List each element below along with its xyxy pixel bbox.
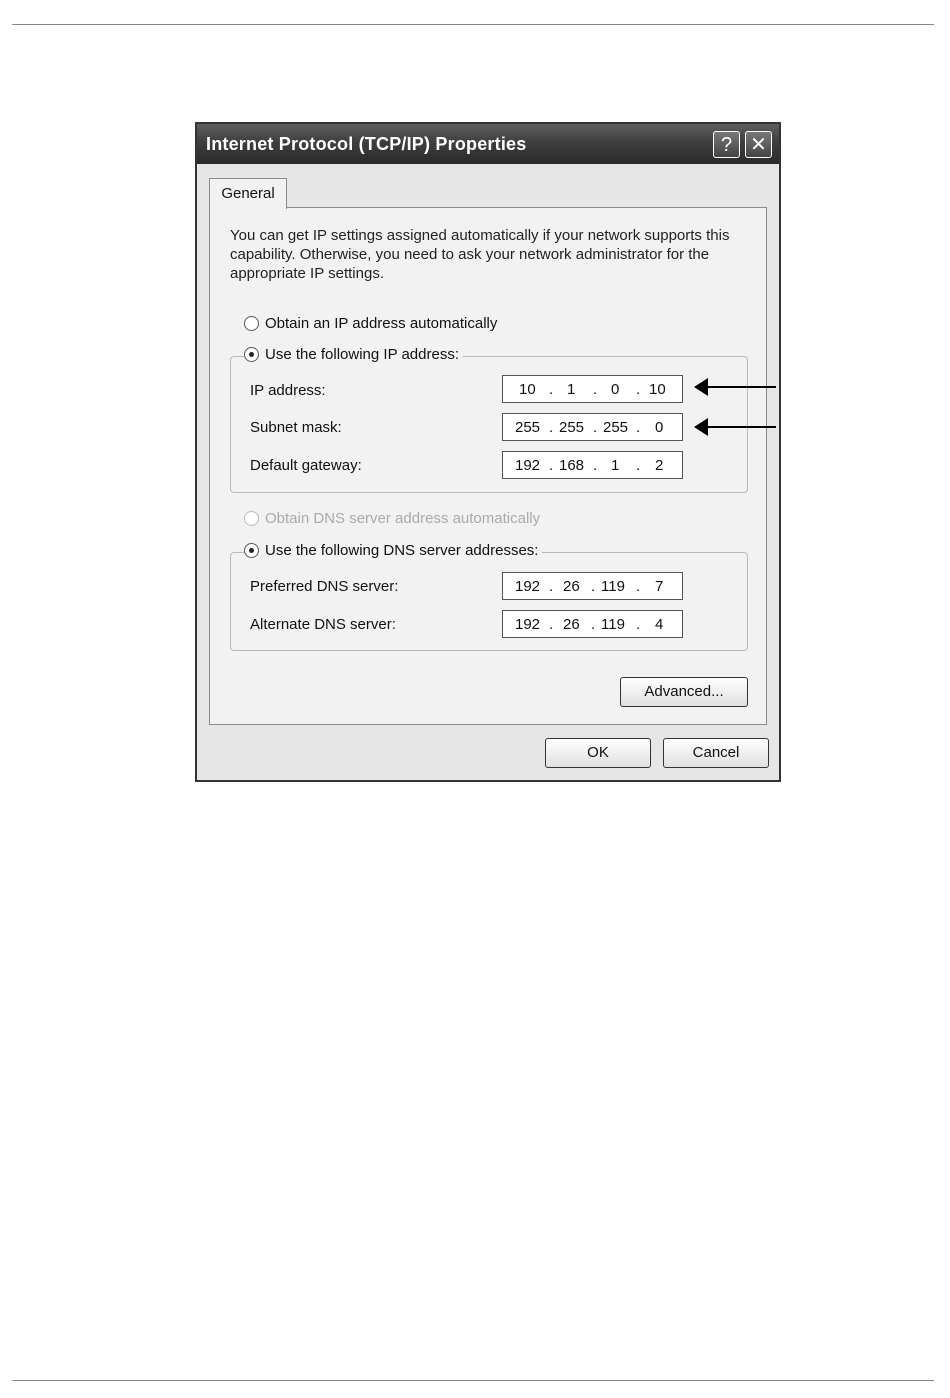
page-top-rule: [12, 24, 934, 25]
octet: 0: [655, 419, 664, 436]
octet: 26: [563, 616, 580, 633]
octet-separator: .: [593, 457, 598, 474]
octet-separator: .: [591, 616, 596, 633]
radio-obtain-dns-auto-label: Obtain DNS server address automatically: [265, 510, 541, 527]
octet: 2: [655, 457, 664, 474]
radio-use-ip[interactable]: [244, 346, 463, 363]
subnet-mask-input[interactable]: [502, 413, 683, 441]
radio-disabled-icon: [244, 511, 259, 526]
octet: 255: [603, 419, 629, 436]
radio-unchecked-icon: [244, 316, 259, 331]
page-bottom-rule: [12, 1380, 934, 1381]
octet-separator: .: [591, 578, 596, 595]
close-icon: ✕: [750, 134, 767, 156]
close-button[interactable]: [745, 131, 772, 158]
octet: 1: [611, 457, 620, 474]
arrow-pointing-subnet-mask: [706, 426, 776, 428]
intro-text: You can get IP settings assigned automatically if your network supports this capability. Otherwise, you need to ask your network administrator for the appropriate IP settings.: [230, 227, 730, 282]
octet-separator: .: [549, 381, 554, 398]
octet: 1: [567, 381, 576, 398]
subnet-mask-label: Subnet mask:: [250, 419, 342, 436]
ip-address-label: IP address:: [250, 382, 326, 399]
octet: 10: [519, 381, 536, 398]
tcpip-properties-dialog: [195, 122, 781, 782]
octet: 255: [515, 419, 541, 436]
octet: 119: [601, 578, 625, 595]
octet-separator: .: [636, 578, 641, 595]
title-bar[interactable]: [197, 124, 779, 164]
octet: 119: [601, 616, 625, 633]
radio-obtain-ip-auto[interactable]: [244, 315, 501, 332]
advanced-button[interactable]: Advanced...: [620, 677, 748, 707]
octet: 7: [655, 578, 664, 595]
window-title: Internet Protocol (TCP/IP) Properties: [206, 134, 527, 154]
octet: 168: [559, 457, 585, 474]
alternate-dns-input[interactable]: [502, 610, 683, 638]
octet: 192: [515, 616, 541, 633]
radio-use-dns[interactable]: [244, 542, 542, 559]
help-button[interactable]: [713, 131, 740, 158]
octet-separator: .: [549, 578, 554, 595]
octet-separator: .: [636, 381, 641, 398]
radio-obtain-ip-auto-label: Obtain an IP address automatically: [265, 315, 498, 332]
octet: 10: [649, 381, 666, 398]
octet: 26: [563, 578, 580, 595]
octet-separator: .: [549, 616, 554, 633]
default-gateway-input[interactable]: [502, 451, 683, 479]
octet: 4: [655, 616, 664, 633]
general-tab-panel: [209, 207, 767, 725]
tab-general[interactable]: General: [209, 178, 287, 209]
octet-separator: .: [593, 381, 598, 398]
ip-address-input[interactable]: [502, 375, 683, 403]
radio-use-dns-label: Use the following DNS server addresses:: [265, 542, 539, 559]
radio-use-ip-label: Use the following IP address:: [265, 346, 459, 363]
default-gateway-label: Default gateway:: [250, 457, 362, 474]
preferred-dns-label: Preferred DNS server:: [250, 578, 399, 595]
alternate-dns-label: Alternate DNS server:: [250, 616, 396, 633]
octet-separator: .: [549, 457, 554, 474]
octet-separator: .: [636, 457, 641, 474]
radio-checked-icon: [244, 347, 259, 362]
octet: 192: [515, 578, 541, 595]
octet: 255: [559, 419, 585, 436]
octet-separator: .: [549, 419, 554, 436]
octet-separator: .: [636, 616, 641, 633]
radio-obtain-dns-auto: [244, 510, 544, 527]
radio-checked-icon: [244, 543, 259, 558]
preferred-dns-input[interactable]: [502, 572, 683, 600]
octet: 192: [515, 457, 541, 474]
arrow-pointing-ip-address: [706, 386, 776, 388]
octet-separator: .: [593, 419, 598, 436]
ok-button[interactable]: OK: [545, 738, 651, 768]
octet-separator: .: [636, 419, 641, 436]
help-icon: ?: [720, 134, 733, 156]
octet: 0: [611, 381, 620, 398]
cancel-button[interactable]: Cancel: [663, 738, 769, 768]
